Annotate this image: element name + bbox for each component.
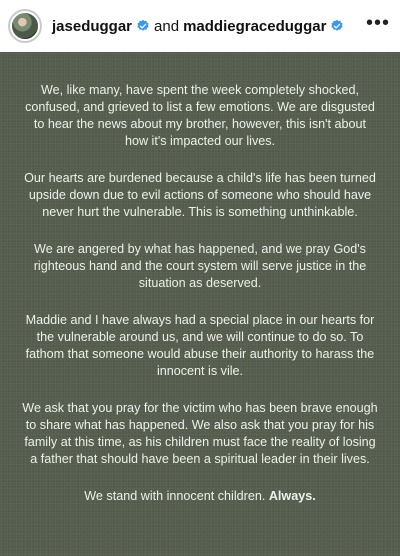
statement-paragraph: Our hearts are burdened because a child's life has been turned upside down due to evil actions of someone who should have never hurt the vulnerable. This is something unthinkable. bbox=[24, 171, 376, 219]
post-authors bbox=[52, 18, 344, 35]
closing-text: We stand with innocent children. bbox=[84, 489, 266, 503]
statement-paragraph: We, like many, have spent the week completely shocked, confused, and grieved to list a few emotions. We are disgusted to hear the news about my brother, however, this isn't about how it's impacted our lives. bbox=[25, 83, 375, 148]
statement-paragraph: We are angered by what has happened, and we pray God's righteous hand and the court system will serve justice in the situation as deserved. bbox=[33, 242, 367, 290]
verified-badge-icon bbox=[136, 19, 150, 33]
statement-image bbox=[0, 52, 400, 556]
closing-emphasis: Always. bbox=[268, 489, 316, 503]
more-options-icon[interactable]: ••• bbox=[365, 12, 390, 34]
avatar[interactable] bbox=[8, 9, 42, 43]
statement-paragraph: Maddie and I have always had a special place in our hearts for the vulnerable around us, and we will continue to do so. To fathom that someone would abuse their authority to harass the innocent is vile. bbox=[25, 313, 375, 378]
statement-paragraph: We ask that you pray for the victim who has been brave enough to share what has happened. We also ask that you pray for his family at this time, as his children must face the reality of losing a father that should have been a spiritual leader in their lives. bbox=[22, 401, 378, 466]
avatar-image bbox=[10, 11, 40, 41]
username-link-1[interactable]: jaseduggar bbox=[52, 17, 133, 35]
statement-closing bbox=[22, 488, 378, 505]
username-link-2[interactable]: maddiegraceduggar bbox=[183, 17, 327, 35]
and-connector: and bbox=[154, 17, 180, 35]
post-header bbox=[0, 0, 400, 52]
verified-badge-icon bbox=[330, 19, 344, 33]
